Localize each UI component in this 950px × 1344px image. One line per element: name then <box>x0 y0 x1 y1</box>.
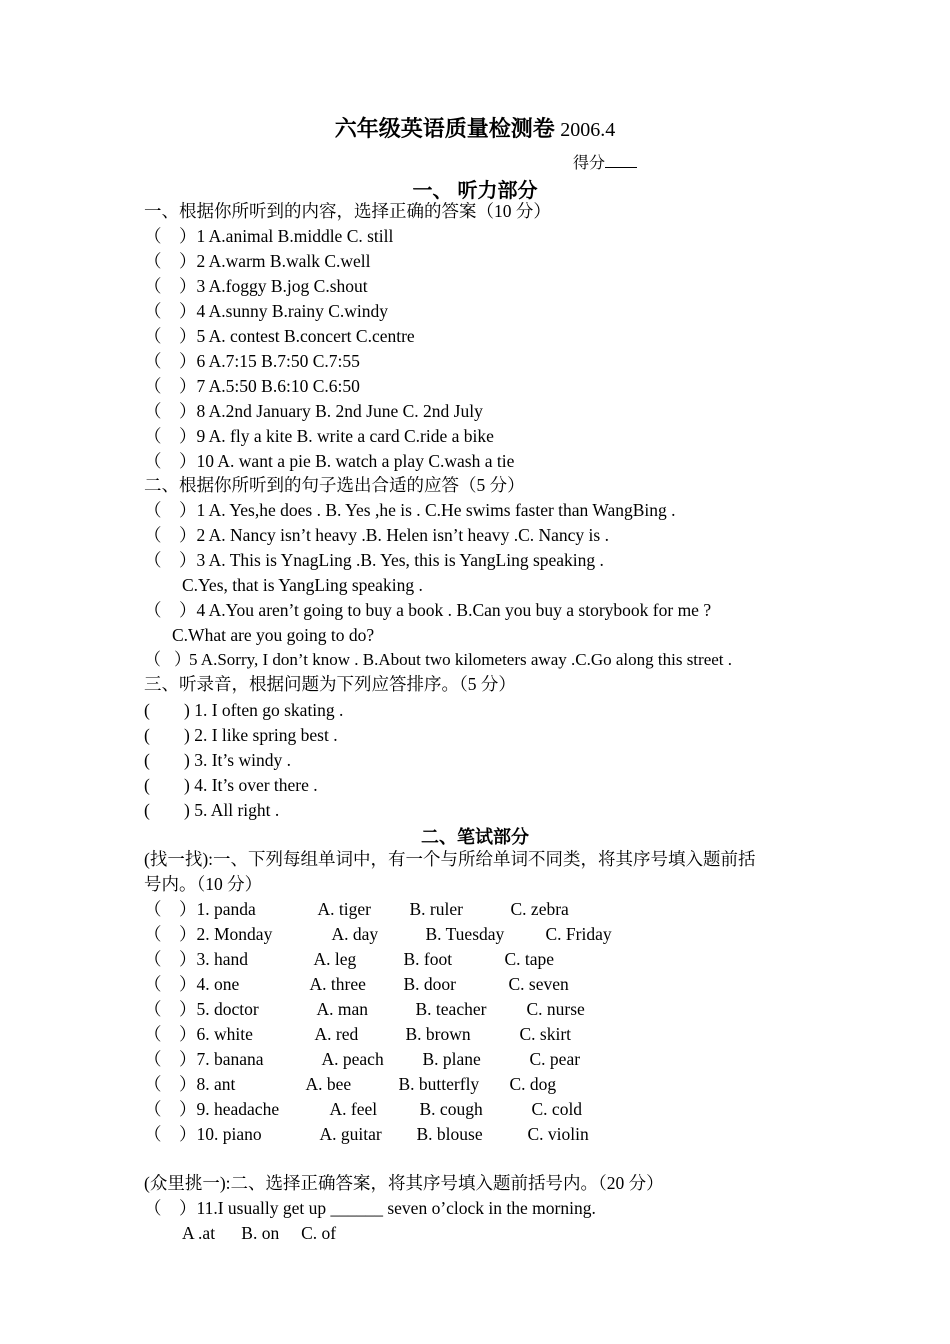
exam-title <box>0 112 950 143</box>
list-item: （ ）10 A. want a pie B. watch a play C.wash a tie <box>144 451 515 471</box>
table-row: （ ）2. Monday A. day B. Tuesday C. Friday <box>144 924 612 944</box>
list-item: （ ）3 A. This is YnagLing .B. Yes, this is YangLing speaking . <box>144 550 604 570</box>
title-text: 六年级英语质量检测卷 <box>334 116 555 141</box>
table-row: （ ）5. doctor A. man B. teacher C. nurse <box>144 999 585 1019</box>
answer-options: A .at B. on C. of <box>182 1223 337 1243</box>
answer-bracket[interactable]: ( <box>144 775 150 795</box>
list-item: （ ）8 A.2nd January B. 2nd June C. 2nd July <box>144 401 483 421</box>
answer-bracket[interactable]: ( <box>144 700 150 720</box>
table-row: （ ）10. piano A. guitar B. blouse C. violin <box>144 1124 589 1144</box>
list-item: （ ）11.I usually get up ______ seven o’clock in the morning. <box>144 1198 596 1218</box>
answer-bracket[interactable]: （ ） <box>144 1099 197 1119</box>
part1-heading: 一、 听力部分 <box>412 180 538 202</box>
table-row: （ ）8. ant A. bee B. butterfly C. dog <box>144 1074 557 1094</box>
answer-bracket[interactable]: （ ） <box>144 1024 197 1044</box>
answer-bracket[interactable]: （ ） <box>144 401 197 421</box>
answer-bracket[interactable]: （ ） <box>144 226 197 246</box>
answer-bracket[interactable]: （ ） <box>144 376 197 396</box>
answer-bracket[interactable]: （ ） <box>144 276 197 296</box>
table-row: （ ）7. banana A. peach B. plane C. pear <box>144 1049 581 1069</box>
list-item-continuation: C.What are you going to do? <box>172 625 375 645</box>
answer-bracket[interactable]: （ ） <box>144 351 197 371</box>
answer-bracket[interactable]: （ ） <box>144 999 197 1019</box>
title-year: 2006.4 <box>560 119 616 141</box>
answer-bracket[interactable]: （ ） <box>144 899 197 919</box>
list-item: （ ）2 A.warm B.walk C.well <box>144 251 371 271</box>
answer-bracket[interactable]: （ ） <box>144 1049 197 1069</box>
score-label: 得分 <box>573 155 606 172</box>
answer-bracket[interactable]: （ ） <box>144 924 197 944</box>
answer-bracket[interactable]: ( <box>144 800 150 820</box>
list-item: ( ) 2. I like spring best . <box>144 725 338 745</box>
score-blank[interactable] <box>605 153 637 168</box>
answer-bracket[interactable]: （ ） <box>144 1074 197 1094</box>
list-item: （ ）1 A.animal B.middle C. still <box>144 226 394 246</box>
list-item: ( ) 1. I often go skating . <box>144 700 344 720</box>
table-row: （ ）1. panda A. tiger B. ruler C. zebra <box>144 899 569 919</box>
list-item: （ ）6 A.7:15 B.7:50 C.7:55 <box>144 351 360 371</box>
answer-bracket[interactable]: ( <box>144 750 150 770</box>
written-s1-instruction-line1: (找一找):一、下列每组单词中，有一个与所给单词不同类，将其序号填入题前括 <box>144 849 756 869</box>
answer-bracket[interactable]: （ ） <box>144 600 197 620</box>
listening-s1-instruction: 一、根据你所听到的内容，选择正确的答案（10 分） <box>144 201 551 221</box>
listening-s2-instruction: 二、根据你所听到的句子选出合适的应答（5 分） <box>144 475 525 495</box>
answer-bracket[interactable]: （ ） <box>144 1124 197 1144</box>
list-item: （ ）1 A. Yes,he does . B. Yes ,he is . C.He swims faster than WangBing . <box>144 500 676 520</box>
answer-bracket[interactable]: （ ） <box>144 650 189 669</box>
answer-bracket[interactable]: （ ） <box>144 949 197 969</box>
answer-bracket[interactable]: （ ） <box>144 974 197 994</box>
table-row: （ ）6. white A. red B. brown C. skirt <box>144 1024 572 1044</box>
answer-bracket[interactable]: （ ） <box>144 500 197 520</box>
part2-heading: 二、笔试部分 <box>421 827 529 847</box>
answer-bracket[interactable]: （ ） <box>144 426 197 446</box>
written-s1-instruction-line2: 号内。（10 分） <box>144 874 263 894</box>
answer-bracket[interactable]: ( <box>144 725 150 745</box>
answer-bracket[interactable]: （ ） <box>144 301 197 321</box>
list-item-continuation: C.Yes, that is YangLing speaking . <box>182 575 423 595</box>
list-item: ( ) 4. It’s over there . <box>144 775 318 795</box>
list-item: （ ）4 A.sunny B.rainy C.windy <box>144 301 389 321</box>
list-item: （ ）4 A.You aren’t going to buy a book . B.Can you buy a storybook for me ? <box>144 600 712 620</box>
answer-bracket[interactable]: （ ） <box>144 451 197 471</box>
table-row: （ ）9. headache A. feel B. cough C. cold <box>144 1099 583 1119</box>
listening-s3-instruction: 三、听录音，根据问题为下列应答排序。（5 分） <box>144 674 516 694</box>
table-row: （ ）3. hand A. leg B. foot C. tape <box>144 949 555 969</box>
list-item: （ ）3 A.foggy B.jog C.shout <box>144 276 368 296</box>
list-item: （ ）9 A. fly a kite B. write a card C.ride a bike <box>144 426 494 446</box>
table-row: （ ）4. one A. three B. door C. seven <box>144 974 569 994</box>
answer-bracket[interactable]: （ ） <box>144 251 197 271</box>
written-s2-instruction: (众里挑一):二、选择正确答案，将其序号填入题前括号内。（20 分） <box>144 1173 664 1193</box>
list-item: （ ）5 A.Sorry, I don’t know . B.About two kilometers away .C.Go along this street . <box>144 650 733 669</box>
answer-bracket[interactable]: （ ） <box>144 525 197 545</box>
list-item: （ ）7 A.5:50 B.6:10 C.6:50 <box>144 376 360 396</box>
list-item: ( ) 5. All right . <box>144 800 280 820</box>
score-field <box>573 150 637 173</box>
list-item: ( ) 3. It’s windy . <box>144 750 291 770</box>
list-item: （ ）2 A. Nancy isn’t heavy .B. Helen isn’t heavy .C. Nancy is . <box>144 525 609 545</box>
answer-bracket[interactable]: （ ） <box>144 1198 197 1218</box>
answer-bracket[interactable]: （ ） <box>144 326 197 346</box>
answer-bracket[interactable]: （ ） <box>144 550 197 570</box>
list-item: （ ）5 A. contest B.concert C.centre <box>144 326 415 346</box>
